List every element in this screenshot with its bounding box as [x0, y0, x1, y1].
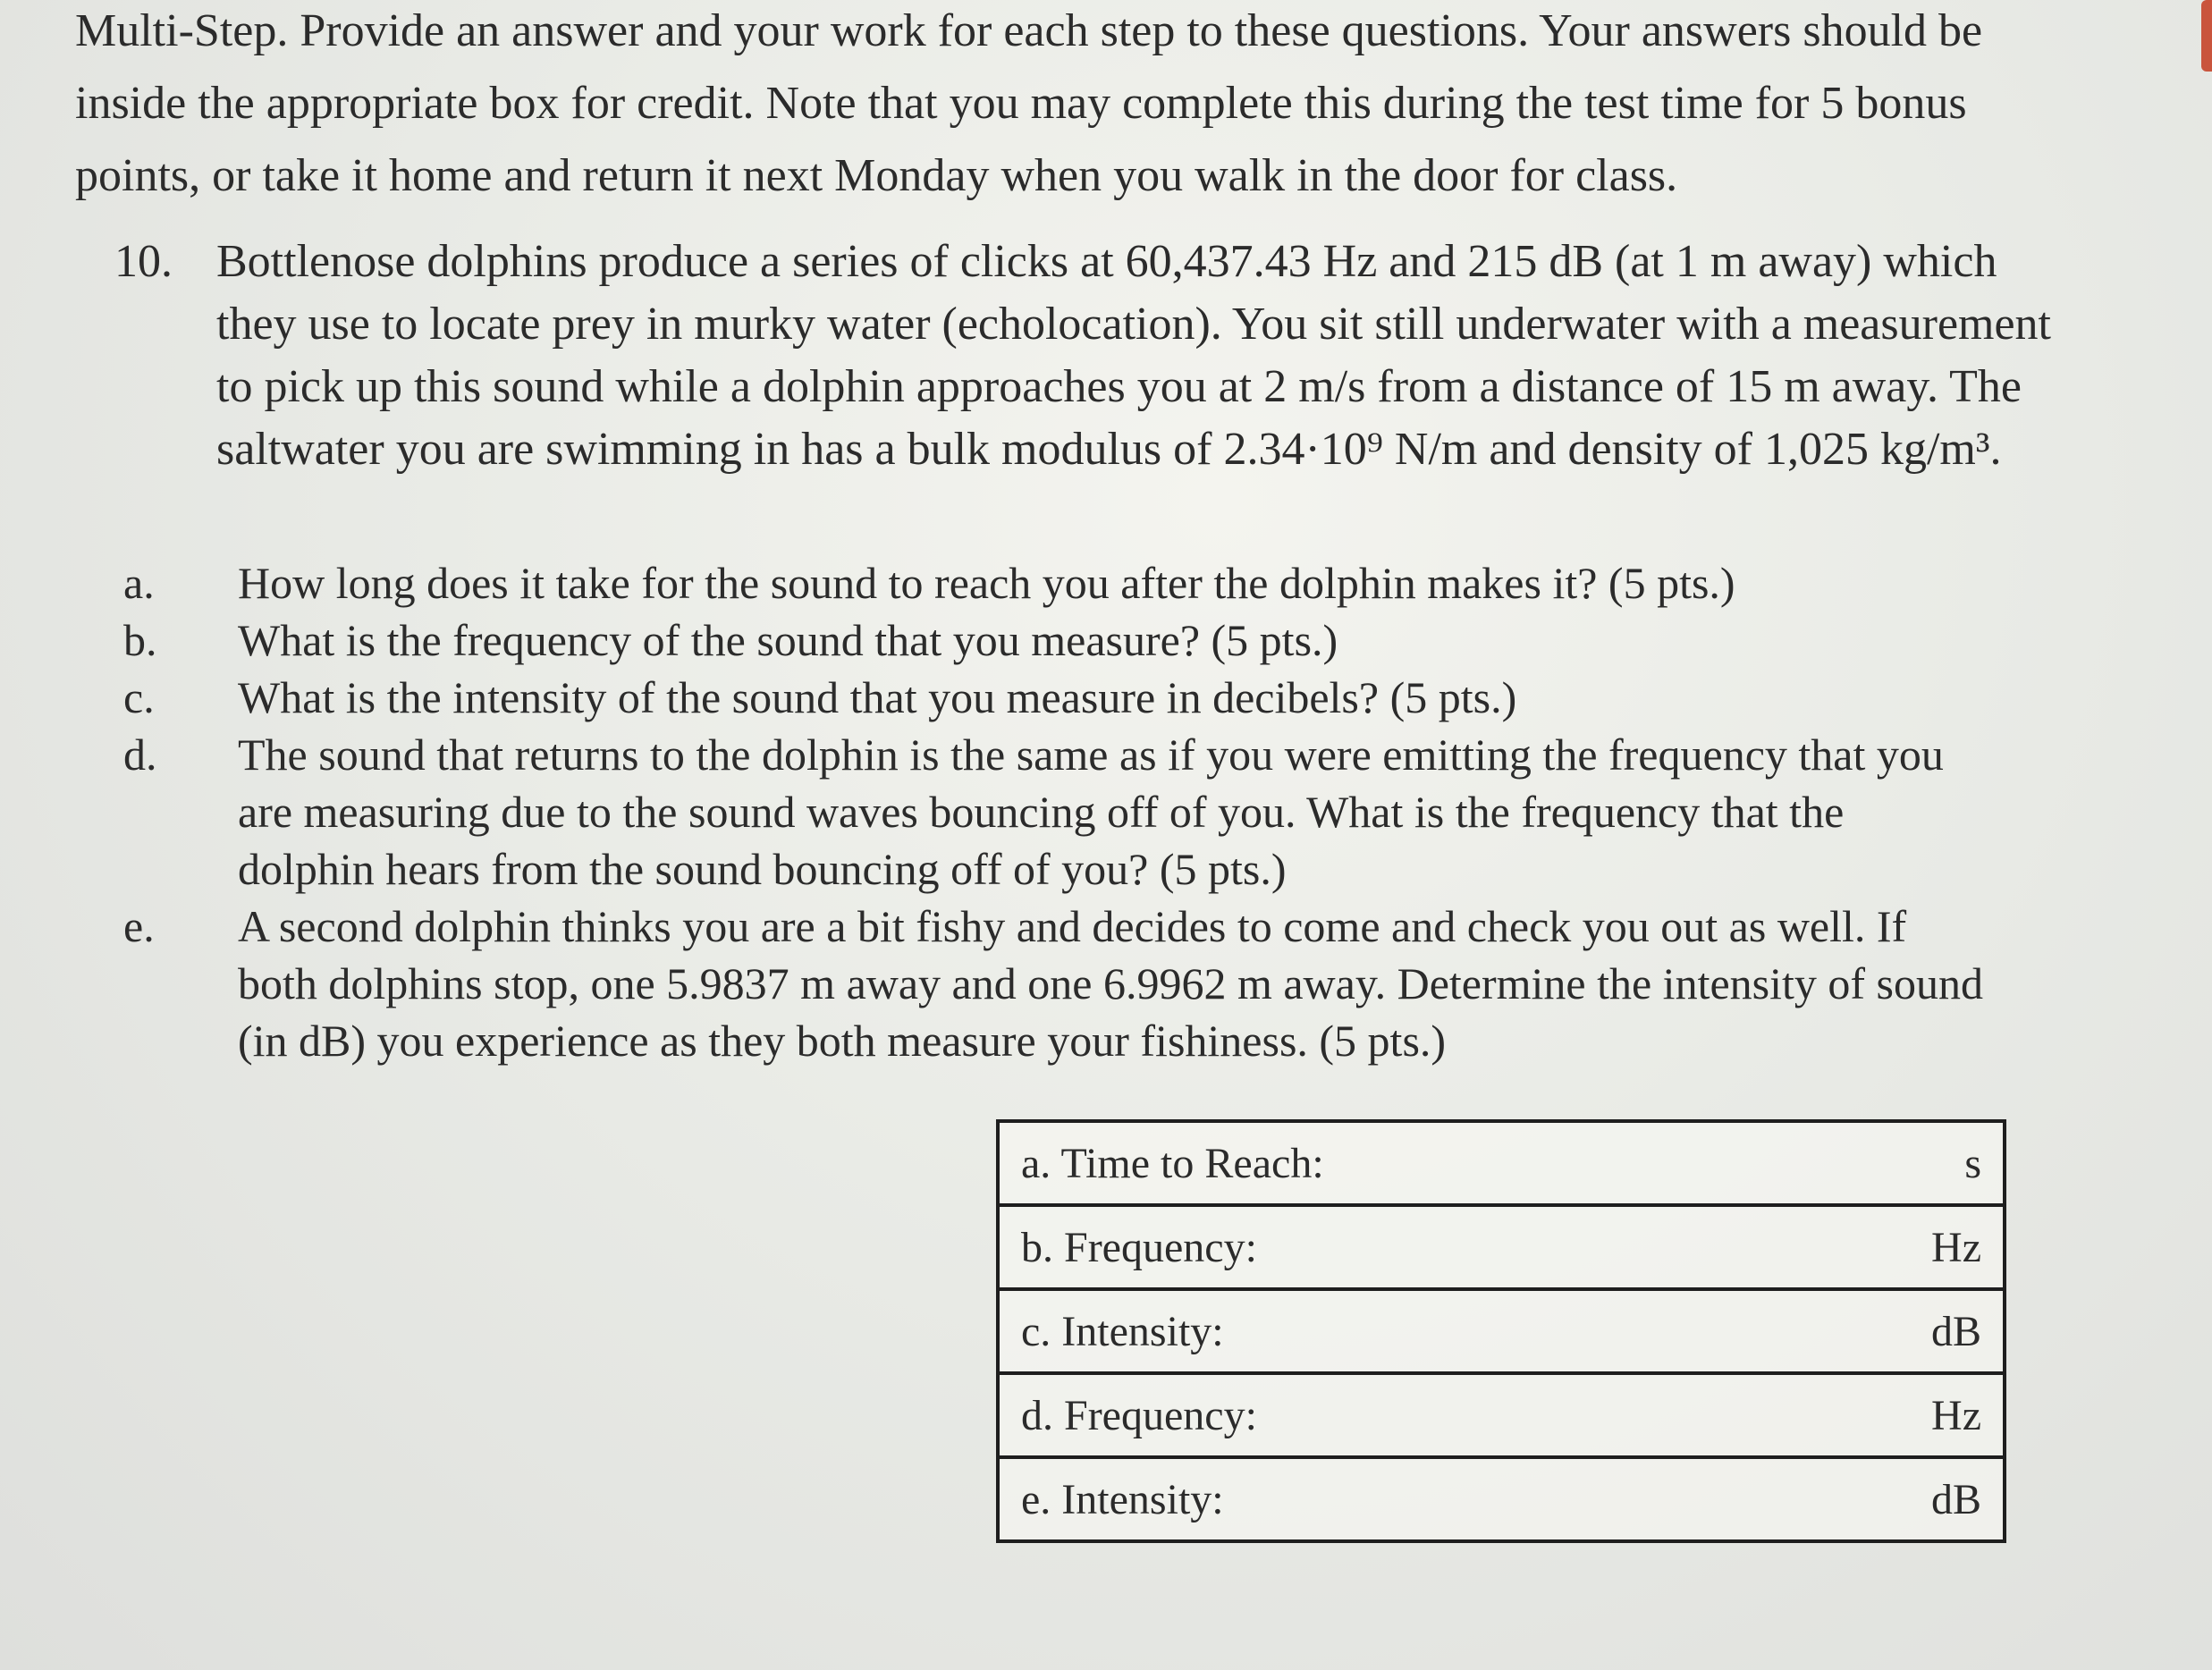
question-number: 10.: [114, 236, 173, 287]
answer-unit: Hz: [1835, 1373, 2005, 1457]
answer-label: d. Frequency:: [998, 1373, 1835, 1457]
answer-label: e. Intensity:: [998, 1457, 1835, 1541]
part-letter: e.: [123, 901, 155, 951]
part-a: [123, 554, 1983, 611]
answer-row-e[interactable]: [998, 1457, 2005, 1541]
part-letter: b.: [123, 615, 157, 665]
answer-label: a. Time to Reach:: [998, 1121, 1835, 1205]
answer-label: b. Frequency:: [998, 1205, 1835, 1289]
answer-row-c[interactable]: [998, 1289, 2005, 1373]
answer-row-d[interactable]: [998, 1373, 2005, 1457]
part-letter: a.: [123, 558, 155, 608]
part-letter: d.: [123, 730, 157, 780]
question-stem: Bottlenose dolphins produce a series of clicks at 60,437.43 Hz and 215 dB (at 1 m away) which they use to locate prey in murky water (echolocation). You sit still underwater with a measurement to pick up this sound while a dolphin approaches you at 2 m/s from a distance of 15 m away. The saltwater you are swimming in has a bulk modulus of 2.34·10⁹ N/m and density of 1,025 kg/m³.: [216, 236, 2051, 475]
part-e: [123, 898, 1983, 1069]
part-d: [123, 726, 1983, 898]
question-parts: [123, 554, 1983, 1069]
answer-box-table: [996, 1119, 2006, 1543]
answer-unit: Hz: [1835, 1205, 2005, 1289]
answer-label: c. Intensity:: [998, 1289, 1835, 1373]
page-edge-mark: [2201, 0, 2212, 72]
answer-row-a[interactable]: [998, 1121, 2005, 1205]
instructions-text: Multi-Step. Provide an answer and your work for each step to these questions. Your answers should be inside the appropriate box for credit. Note that you may complete this during the test time for 5 bonus points, or take it home and return it next Monday when you walk in the door for class.: [75, 5, 1983, 201]
answer-unit: dB: [1835, 1289, 2005, 1373]
part-letter: c.: [123, 672, 155, 722]
answer-unit: dB: [1835, 1457, 2005, 1541]
part-b: [123, 611, 1983, 669]
answer-unit: s: [1835, 1121, 2005, 1205]
part-c: [123, 669, 1983, 726]
answer-row-b[interactable]: [998, 1205, 2005, 1289]
part-text: What is the intensity of the sound that you measure in decibels? (5 pts.): [238, 672, 1517, 722]
part-text: A second dolphin thinks you are a bit fishy and decides to come and check you out as well. If both dolphins stop, one 5.9837 m away and one 6.9962 m away. Determine the intensity of sound (in dB) you experience as they both measure your fishiness. (5 pts.): [238, 901, 1984, 1066]
part-text: How long does it take for the sound to reach you after the dolphin makes it? (5 pts.): [238, 558, 1735, 608]
part-text: What is the frequency of the sound that you measure? (5 pts.): [238, 615, 1338, 665]
part-text: The sound that returns to the dolphin is the same as if you were emitting the frequency that you are measuring due to the sound waves bouncing off of you. What is the frequency that the dolphin hears from the sound bouncing off of you? (5 pts.): [238, 730, 1944, 894]
